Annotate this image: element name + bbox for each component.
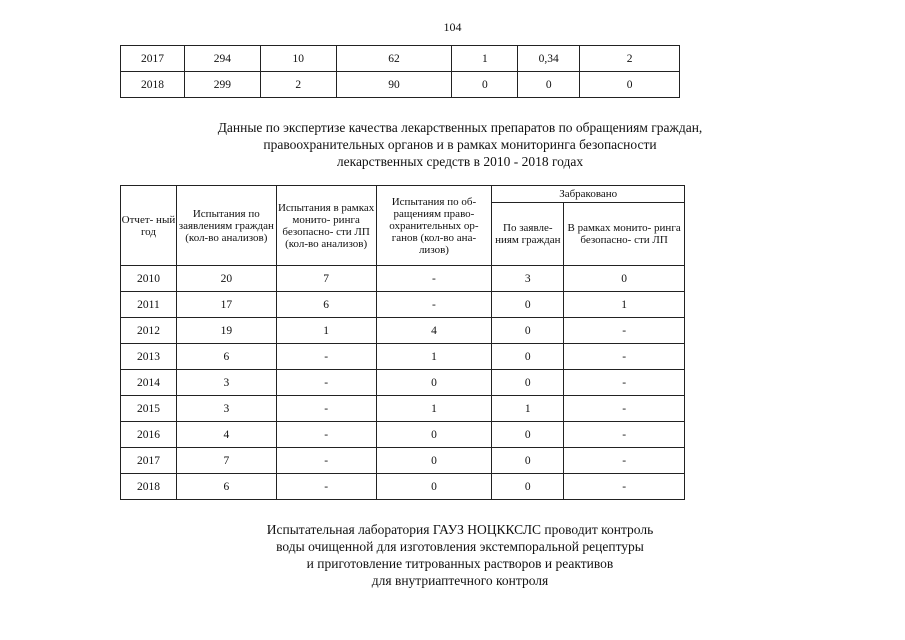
caption-line: правоохранительных органов и в рамках мониторинга безопасности bbox=[263, 137, 657, 152]
table-cell: 2014 bbox=[121, 370, 177, 396]
previous-table-continuation bbox=[120, 45, 680, 98]
table-row bbox=[121, 370, 685, 396]
table-cell: 0 bbox=[452, 72, 518, 98]
top-table-body bbox=[121, 46, 680, 98]
table-cell: 6 bbox=[176, 344, 276, 370]
table-cell: 0 bbox=[580, 72, 680, 98]
table-cell: 0 bbox=[492, 370, 564, 396]
table-cell: 0 bbox=[492, 318, 564, 344]
table-cell: 294 bbox=[184, 46, 260, 72]
table-cell: - bbox=[564, 370, 685, 396]
table-cell: 0 bbox=[376, 422, 492, 448]
table-cell: 17 bbox=[176, 292, 276, 318]
table-cell: 1 bbox=[276, 318, 376, 344]
table-cell: 2 bbox=[580, 46, 680, 72]
table-cell: 3 bbox=[176, 370, 276, 396]
table-cell: 7 bbox=[276, 266, 376, 292]
header-monitoring: Испытания в рамках монито- ринга безопасно- сти ЛП (кол-во анализов) bbox=[276, 186, 376, 266]
table-cell: 4 bbox=[176, 422, 276, 448]
caption-line: для внутриаптечного контроля bbox=[371, 573, 549, 588]
header-rejected-monitoring: В рамках монито- ринга безопасно- сти ЛП bbox=[564, 203, 685, 266]
header-citizens: Испытания по заявлениям граждан (кол-во анализов) bbox=[176, 186, 276, 266]
table-cell: 19 bbox=[176, 318, 276, 344]
header-year: Отчет- ный год bbox=[121, 186, 177, 266]
table-cell: 7 bbox=[176, 448, 276, 474]
caption-line: Данные по экспертизе качества лекарственных препаратов по обращениям граждан, bbox=[217, 120, 703, 135]
table-cell: 0 bbox=[518, 72, 580, 98]
table-cell: - bbox=[276, 474, 376, 500]
table-row bbox=[121, 72, 680, 98]
table-cell: - bbox=[564, 448, 685, 474]
table-cell: - bbox=[564, 318, 685, 344]
table-cell: 2 bbox=[260, 72, 336, 98]
drug-quality-table bbox=[120, 185, 685, 500]
table-row bbox=[121, 46, 680, 72]
table-cell: 62 bbox=[336, 46, 452, 72]
table-row bbox=[121, 474, 685, 500]
table-cell: 6 bbox=[276, 292, 376, 318]
table-row bbox=[121, 292, 685, 318]
table-row bbox=[121, 344, 685, 370]
table-cell: 2012 bbox=[121, 318, 177, 344]
header-law-enforcement: Испытания по об- ращениям право- охранительных ор- ганов (кол-во ана- лизов) bbox=[376, 186, 492, 266]
caption-line: воды очищенной для изготовления экстемпоральной рецептуры bbox=[276, 539, 644, 554]
table-cell: 2018 bbox=[121, 474, 177, 500]
table-row bbox=[121, 396, 685, 422]
caption-line: Испытательная лаборатория ГАУЗ НОЦККСЛС проводит контроль bbox=[266, 522, 654, 537]
table-cell: - bbox=[564, 396, 685, 422]
table-cell: 2017 bbox=[121, 448, 177, 474]
table-cell: 2011 bbox=[121, 292, 177, 318]
table-cell: - bbox=[276, 370, 376, 396]
header-rejected-citizens: По заявле- ниям граждан bbox=[492, 203, 564, 266]
caption-line: лекарственных средств в 2010 - 2018 годах bbox=[336, 154, 584, 169]
table-cell: - bbox=[276, 422, 376, 448]
table-cell: 3 bbox=[492, 266, 564, 292]
table-cell: 3 bbox=[176, 396, 276, 422]
table-cell: - bbox=[564, 422, 685, 448]
table-cell: 2015 bbox=[121, 396, 177, 422]
table-cell: 299 bbox=[184, 72, 260, 98]
table-cell: 1 bbox=[452, 46, 518, 72]
table-cell: 0 bbox=[376, 474, 492, 500]
table-cell: - bbox=[276, 448, 376, 474]
table-cell: 6 bbox=[176, 474, 276, 500]
table-cell: 0 bbox=[492, 422, 564, 448]
header-rejected: Забраковано bbox=[492, 186, 685, 203]
table-cell: 1 bbox=[492, 396, 564, 422]
table-cell: 0 bbox=[492, 474, 564, 500]
table-cell: 2016 bbox=[121, 422, 177, 448]
table-cell: 2013 bbox=[121, 344, 177, 370]
table-cell: 1 bbox=[564, 292, 685, 318]
header-row bbox=[121, 186, 685, 203]
table-cell: 0,34 bbox=[518, 46, 580, 72]
table-cell: - bbox=[564, 474, 685, 500]
table-cell: 2010 bbox=[121, 266, 177, 292]
main-table-body bbox=[121, 266, 685, 500]
table-cell: 0 bbox=[492, 344, 564, 370]
table-cell: - bbox=[376, 266, 492, 292]
table-cell: 1 bbox=[376, 396, 492, 422]
caption-line: и приготовление титрованных растворов и реактивов bbox=[306, 556, 614, 571]
table-cell: - bbox=[276, 344, 376, 370]
table-cell: 0 bbox=[564, 266, 685, 292]
table-cell: 0 bbox=[376, 448, 492, 474]
section-caption bbox=[150, 521, 770, 589]
table-cell: 2018 bbox=[121, 72, 185, 98]
table-cell: 0 bbox=[492, 448, 564, 474]
table-row bbox=[121, 448, 685, 474]
table-cell: 0 bbox=[492, 292, 564, 318]
table-cell: - bbox=[376, 292, 492, 318]
table-caption bbox=[150, 119, 770, 170]
table-cell: 2017 bbox=[121, 46, 185, 72]
table-cell: 0 bbox=[376, 370, 492, 396]
table-row bbox=[121, 422, 685, 448]
table-cell: 1 bbox=[376, 344, 492, 370]
table-cell: - bbox=[276, 396, 376, 422]
table-cell: 90 bbox=[336, 72, 452, 98]
table-row bbox=[121, 266, 685, 292]
table-cell: - bbox=[564, 344, 685, 370]
table-cell: 4 bbox=[376, 318, 492, 344]
table-cell: 20 bbox=[176, 266, 276, 292]
table-cell: 10 bbox=[260, 46, 336, 72]
page-number: 104 bbox=[443, 20, 462, 34]
table-row bbox=[121, 318, 685, 344]
